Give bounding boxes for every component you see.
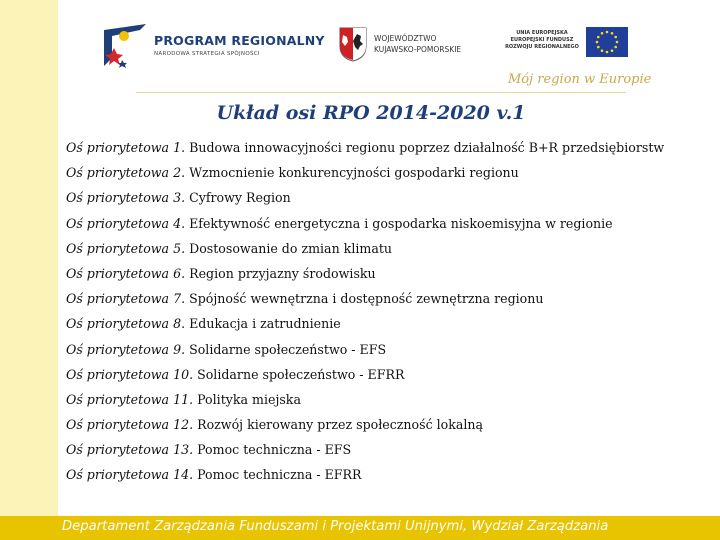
axis-text: Edukacja i zatrudnienie xyxy=(185,316,341,332)
axis-label: Oś priorytetowa 11. xyxy=(66,391,194,407)
axis-label: Oś priorytetowa 3. xyxy=(66,190,186,206)
axis-text: Efektywność energetyczna i gospodarka niskoemisyjna w regionie xyxy=(185,215,613,231)
program-regionalny-emblem-icon xyxy=(100,22,150,68)
program-regionalny-logo xyxy=(100,22,325,68)
eu-text-line2: EUROPEJSKI FUNDUSZ xyxy=(510,37,574,43)
axis-text: Wzmocnienie konkurencyjności gospodarki regionu xyxy=(185,165,519,181)
motto-signature: Mój region w Europie xyxy=(508,72,652,87)
eu-logo-text xyxy=(503,30,581,51)
axis-label: Oś priorytetowa 1. xyxy=(66,140,186,155)
axis-label: Oś priorytetowa 10. xyxy=(66,366,194,382)
priority-axes-list xyxy=(66,138,666,491)
slide-title: Układ osi RPO 2014-2020 v.1 xyxy=(216,102,526,124)
program-regionalny-subtitle: NARODOWA STRATEGIA SPÓJNOŚCI xyxy=(154,51,260,57)
axis-text: Spójność wewnętrzna i dostępność zewnętrzna regionu xyxy=(185,291,544,307)
footer-department-name: Departament Zarządzania Funduszami i Projektami Unijnymi, Wydział Zarządzania xyxy=(62,519,609,534)
axis-label: Oś priorytetowa 8. xyxy=(66,316,186,332)
axis-text: Cyfrowy Region xyxy=(185,190,291,206)
priority-axis-item xyxy=(66,365,666,384)
axis-label: Oś priorytetowa 9. xyxy=(66,341,186,357)
priority-axis-item xyxy=(66,188,666,207)
priority-axis-item xyxy=(66,314,666,333)
logo-bar xyxy=(58,0,720,100)
priority-axis-item xyxy=(66,440,666,459)
footer-bar xyxy=(0,516,720,540)
voivodeship-coat-of-arms-icon xyxy=(338,26,368,62)
voivodeship-name-line1: WOJEWÓDZTWO xyxy=(374,34,437,43)
axis-label: Oś priorytetowa 4. xyxy=(66,215,186,231)
axis-text: Dostosowanie do zmian klimatu xyxy=(185,240,392,256)
priority-axis-item xyxy=(66,289,666,308)
axis-text: Polityka miejska xyxy=(193,391,301,407)
header-divider xyxy=(136,92,626,93)
axis-label: Oś priorytetowa 7. xyxy=(66,291,186,307)
priority-axis-item xyxy=(66,340,666,359)
voivodeship-logo xyxy=(338,26,488,66)
priority-axis-item xyxy=(66,390,666,409)
priority-axis-item xyxy=(66,415,666,434)
axis-label: Oś priorytetowa 12. xyxy=(66,417,194,433)
left-accent-strip xyxy=(0,0,58,516)
axis-label: Oś priorytetowa 6. xyxy=(66,265,186,281)
axis-text: Pomoc techniczna - EFS xyxy=(193,442,352,458)
axis-text: Rozwój kierowany przez społeczność lokalną xyxy=(193,417,484,433)
axis-text: Region przyjazny środowisku xyxy=(185,265,376,281)
eu-text-line3: ROZWOJU REGIONALNEGO xyxy=(505,44,579,50)
priority-axis-item xyxy=(66,138,666,157)
priority-axis-item xyxy=(66,214,666,233)
voivodeship-name-line2: KUJAWSKO-POMORSKIE xyxy=(374,45,462,54)
axis-text: Solidarne społeczeństwo - EFRR xyxy=(193,366,405,382)
priority-axis-item xyxy=(66,239,666,258)
priority-axis-item xyxy=(66,465,666,484)
axis-label: Oś priorytetowa 5. xyxy=(66,240,186,256)
axis-text: Budowa innowacyjności regionu poprzez działalność B+R przedsiębiorstw xyxy=(185,140,665,155)
program-regionalny-title: PROGRAM REGIONALNY xyxy=(154,33,325,48)
priority-axis-item xyxy=(66,264,666,283)
axis-label: Oś priorytetowa 14. xyxy=(66,467,194,483)
axis-text: Solidarne społeczeństwo - EFS xyxy=(185,341,387,357)
eu-text-line1: UNIA EUROPEJSKA xyxy=(516,30,568,36)
priority-axis-item xyxy=(66,163,666,182)
eu-flag-icon xyxy=(586,27,628,57)
axis-text: Pomoc techniczna - EFRR xyxy=(193,467,362,483)
axis-label: Oś priorytetowa 13. xyxy=(66,442,194,458)
axis-label: Oś priorytetowa 2. xyxy=(66,165,186,181)
